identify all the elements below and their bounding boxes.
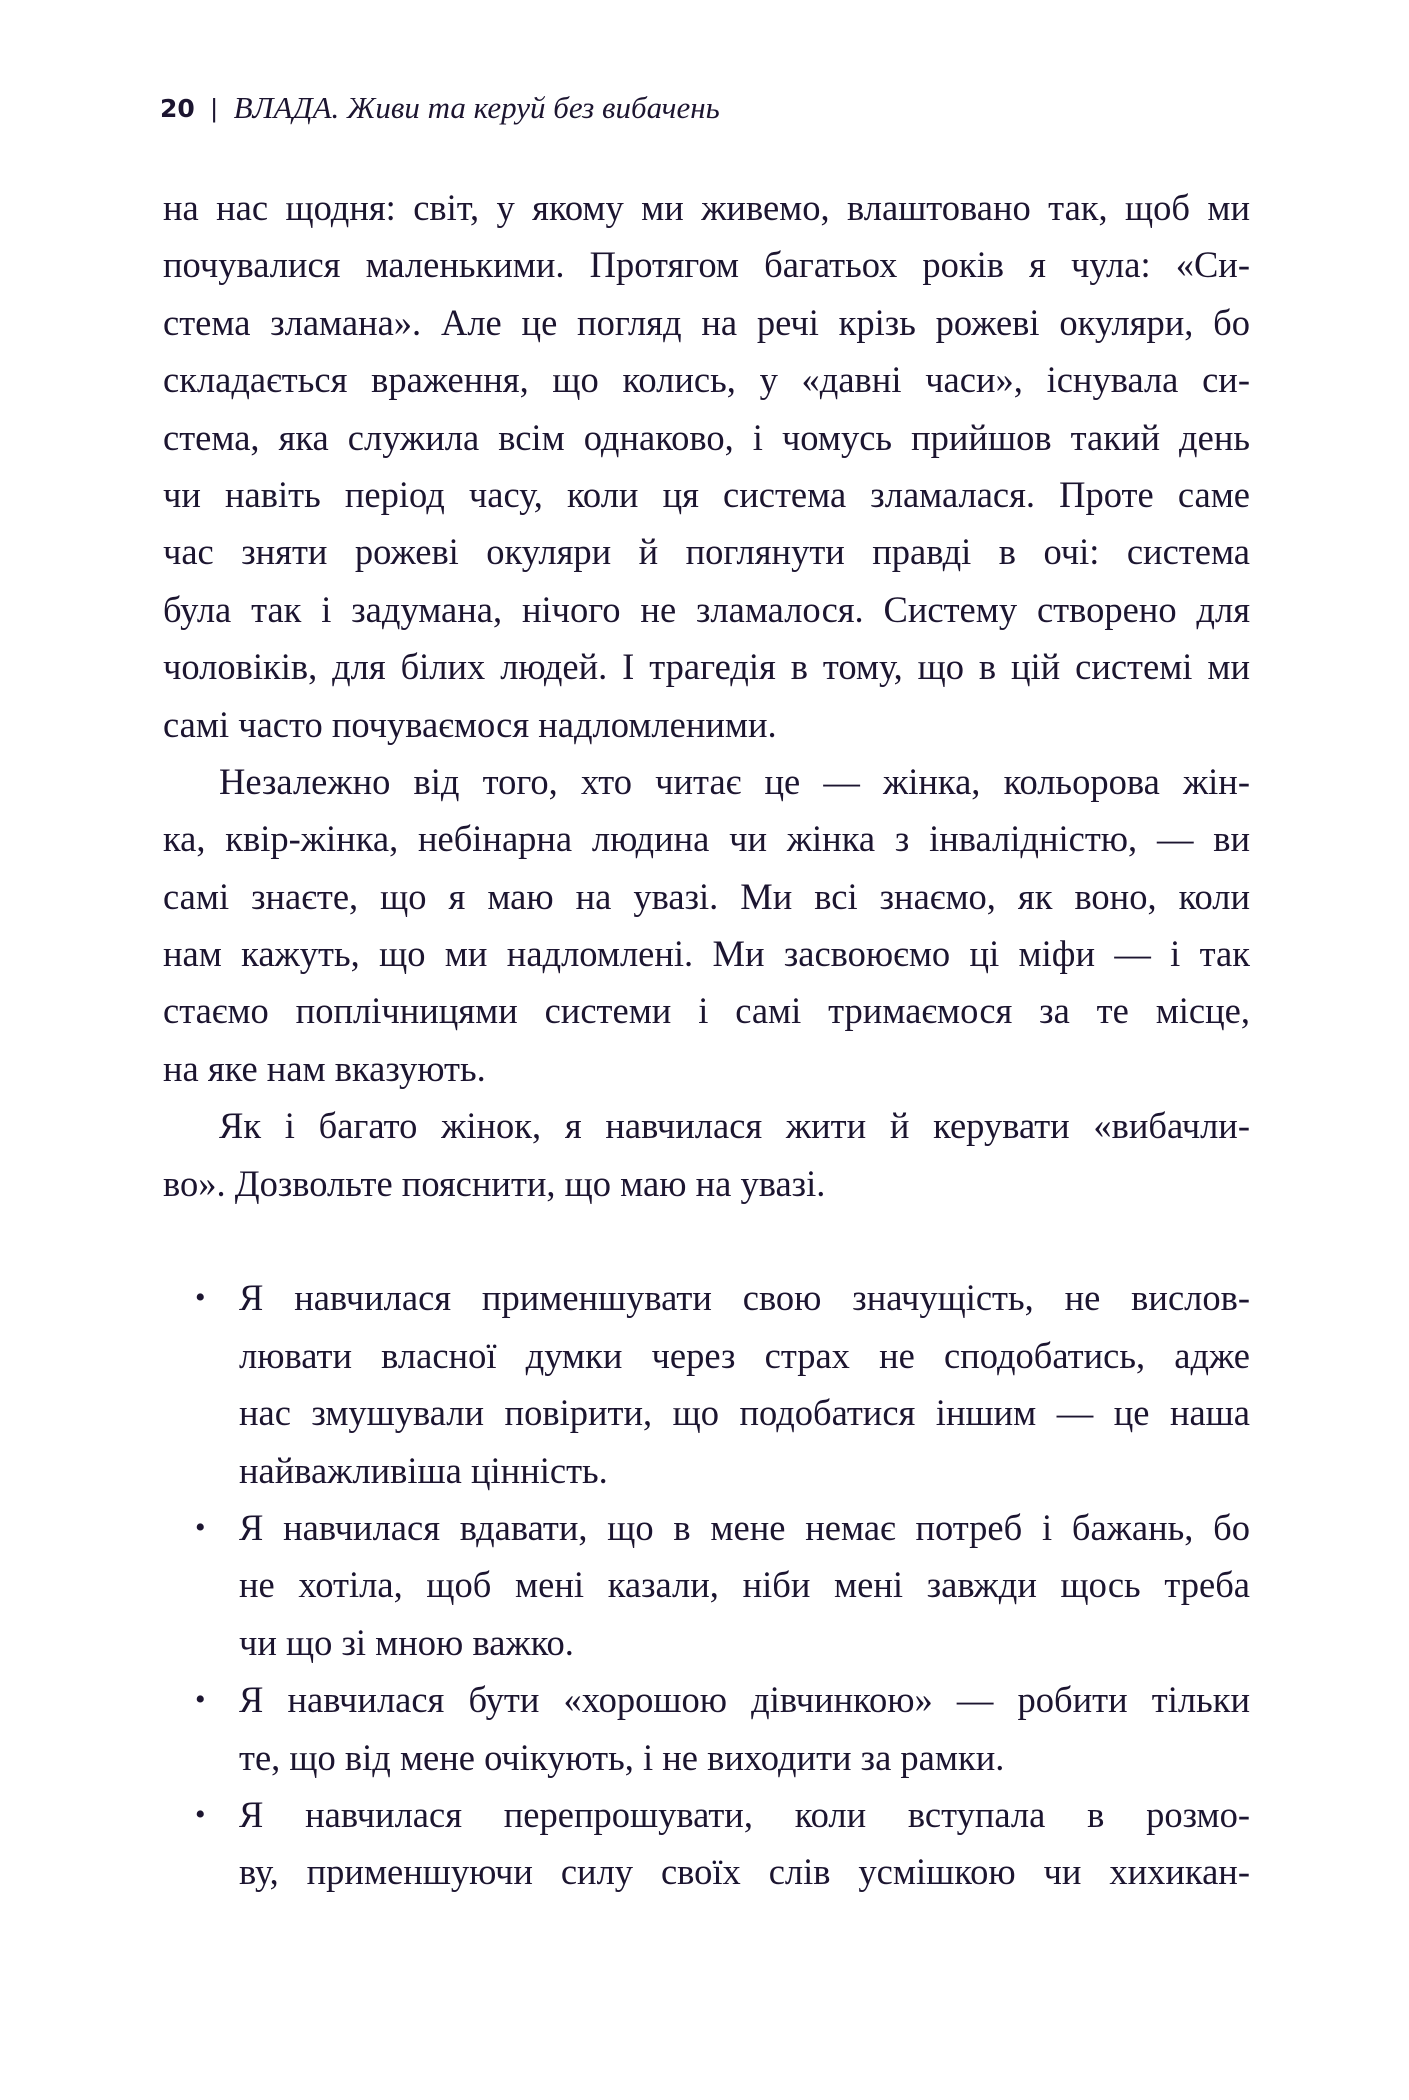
line-text: чоловіків, для білих людей. І трагедія в тому, що в цій системі ми — [163, 646, 1250, 688]
line-text: складається враження, що колись, у «давні часи», існувала си- — [163, 359, 1250, 401]
body-text — [163, 179, 1250, 1901]
line-text: час зняти рожеві окуляри й поглянути правді в очі: система — [163, 531, 1250, 573]
text-line — [163, 1729, 1250, 1786]
text-line — [163, 409, 1250, 466]
line-text: на яке нам вказують. — [163, 1047, 486, 1089]
text-line — [163, 1499, 1250, 1556]
text-line — [163, 1269, 1250, 1326]
text-line — [163, 581, 1250, 638]
list-item — [163, 1269, 1250, 1499]
text-line — [163, 1614, 1250, 1671]
running-header — [160, 86, 720, 130]
line-text: Я навчилася применшувати свою значущість, не вислов- — [239, 1277, 1250, 1319]
text-line — [163, 236, 1250, 293]
paragraph — [163, 1097, 1250, 1212]
text-line — [163, 696, 1250, 753]
page-number: 20 — [160, 93, 195, 123]
line-text: стаємо поплічницями системи і самі тримаємося за те місце, — [163, 990, 1250, 1032]
line-text: те, що від мене очікують, і не виходити за рамки. — [239, 1736, 1005, 1778]
line-text: ву, применшуючи силу своїх слів усмішкою чи хихикан- — [239, 1851, 1250, 1893]
line-text: Я навчилася перепрошувати, коли вступала в розмо- — [239, 1793, 1250, 1835]
line-text: Я навчилася вдавати, що в мене немає потреб і бажань, бо — [239, 1506, 1250, 1548]
text-line — [163, 1097, 1250, 1154]
bullet-icon: • — [195, 1510, 206, 1544]
text-line — [163, 1040, 1250, 1097]
list-item — [163, 1499, 1250, 1671]
paragraph — [163, 179, 1250, 753]
line-text: нас змушували повірити, що подобатися іншим — це наша — [239, 1392, 1250, 1434]
bullet-icon: • — [195, 1683, 206, 1717]
text-line — [163, 982, 1250, 1039]
text-line — [163, 1327, 1250, 1384]
line-text: самі знаєте, що я маю на увазі. Ми всі знаємо, як воно, коли — [163, 875, 1250, 917]
bullet-icon: • — [195, 1797, 206, 1831]
line-text: чи що зі мною важко. — [239, 1621, 574, 1663]
spacer — [163, 1212, 1250, 1269]
line-text: чи навіть період часу, коли ця система зламалася. Проте саме — [163, 473, 1250, 515]
text-line — [163, 925, 1250, 982]
line-text: почувалися маленькими. Протягом багатьох років я чула: «Си- — [163, 244, 1250, 286]
text-line — [163, 868, 1250, 925]
paragraph — [163, 753, 1250, 1097]
line-text: не хотіла, щоб мені казали, ніби мені завжди щось треба — [239, 1564, 1250, 1606]
line-text: лювати власної думки через страх не сподобатись, адже — [239, 1334, 1250, 1376]
text-line — [163, 1442, 1250, 1499]
line-text: самі часто почуваємося надломленими. — [163, 703, 777, 745]
line-text: стема зламана». Але це погляд на речі крізь рожеві окуляри, бо — [163, 301, 1250, 343]
text-line — [163, 638, 1250, 695]
line-text: Як і багато жінок, я навчилася жити й керувати «вибачли- — [219, 1105, 1250, 1147]
text-line — [163, 294, 1250, 351]
line-text: Незалежно від того, хто читає це — жінка, кольорова жін- — [219, 760, 1250, 802]
list-item — [163, 1786, 1250, 1901]
line-text: на нас щодня: світ, у якому ми живемо, влаштовано так, щоб ми — [163, 187, 1250, 228]
text-line — [163, 753, 1250, 810]
text-line — [163, 351, 1250, 408]
text-line — [163, 523, 1250, 580]
header-separator: | — [210, 92, 218, 123]
line-text: нам кажуть, що ми надломлені. Ми засвоюємо ці міфи — і так — [163, 933, 1250, 975]
line-text: стема, яка служила всім однаково, і чомусь прийшов такий день — [163, 416, 1250, 458]
list-item — [163, 1671, 1250, 1786]
line-text: була так і задумана, нічого не зламалося. Систему створено для — [163, 588, 1250, 630]
line-text: найважливіша цінність. — [239, 1449, 608, 1491]
bullet-icon: • — [195, 1281, 206, 1315]
text-line — [163, 1556, 1250, 1613]
text-line — [163, 1155, 1250, 1212]
line-text: ка, квір-жінка, небінарна людина чи жінка з інвалідністю, — ви — [163, 818, 1250, 860]
book-title: ВЛАДА. Живи та керуй без вибачень — [233, 90, 720, 125]
text-line — [163, 1843, 1250, 1900]
text-line — [163, 1786, 1250, 1843]
text-line — [163, 466, 1250, 523]
line-text: во». Дозвольте пояснити, що маю на увазі. — [163, 1162, 826, 1204]
text-line — [163, 1671, 1250, 1728]
bullet-list — [163, 1269, 1250, 1900]
text-line — [163, 179, 1250, 236]
text-line — [163, 1384, 1250, 1441]
line-text: Я навчилася бути «хорошою дівчинкою» — робити тільки — [239, 1679, 1250, 1721]
text-line — [163, 810, 1250, 867]
